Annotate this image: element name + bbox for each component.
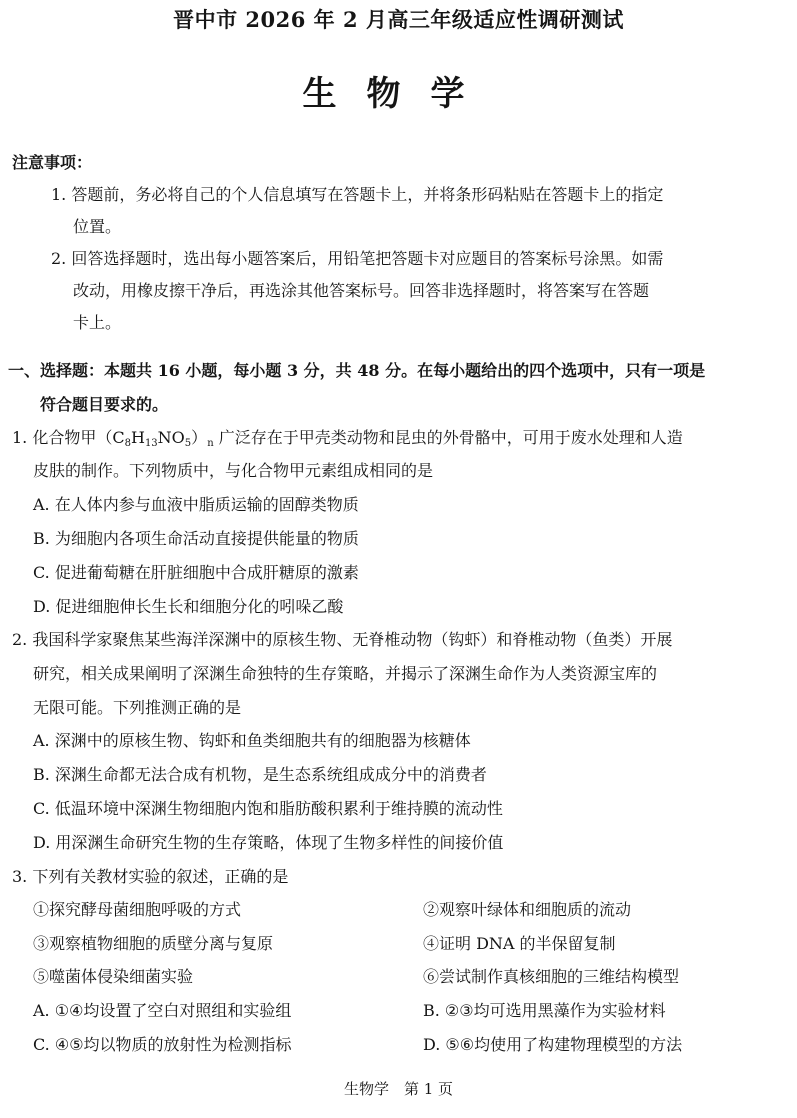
question-2-stem-line-2: 研究，相关成果阐明了深渊生命独特的生存策略，并揭示了深渊生命作为人类资源宝库的 — [33, 664, 658, 683]
question-1-option-c: C. 促进葡萄糖在肝脏细胞中合成肝糖原的激素 — [33, 563, 359, 582]
question-1-option-b: B. 为细胞内各项生命活动直接提供能量的物质 — [33, 529, 359, 548]
exam-title: 晋中市 2026 年 2 月高三年级适应性调研测试 — [173, 7, 624, 32]
question-3-item-1: ①探究酵母菌细胞呼吸的方式 — [33, 900, 242, 919]
question-3-stem: 3. 下列有关教材实验的叙述，正确的是 — [12, 867, 289, 886]
question-1-option-d: D. 促进细胞伸长生长和细胞分化的吲哚乙酸 — [33, 597, 344, 616]
question-2-option-a: A. 深渊中的原核生物、钩虾和鱼类细胞共有的细胞器为核糖体 — [33, 731, 471, 750]
question-2-option-d: D. 用深渊生命研究生物的生存策略，体现了生物多样性的间接价值 — [33, 833, 504, 852]
notes-heading: 注意事项： — [12, 153, 93, 172]
note-2-line-2: 改动，用橡皮擦干净后，再选涂其他答案标号。回答非选择题时，将答案写在答题 — [73, 281, 650, 300]
question-1-stem-line-1: 1. 化合物甲$(C_8H_{13}NO_5)_n$ 广泛存在于甲壳类动物和昆虫的外骨骼中，可用于废水处理和人造 — [12, 428, 683, 449]
subject-title: 生物学 — [302, 74, 495, 114]
note-2-line-1: 2. 回答选择题时，选出每小题答案后，用铅笔把答题卡对应题目的答案标号涂黑。如需 — [51, 249, 664, 268]
question-1-option-a: A. 在人体内参与血液中脂质运输的固醇类物质 — [33, 495, 359, 514]
page-footer: 生物学 第 1 页 — [343, 1080, 454, 1098]
question-3-option-a: A. ①④均设置了空白对照组和实验组 — [33, 1001, 292, 1020]
section-heading-line-2: 符合题目要求的。 — [40, 395, 169, 414]
question-2-option-c: C. 低温环境中深渊生物细胞内饱和脂肪酸积累利于维持膜的流动性 — [33, 799, 503, 818]
question-2-option-b: B. 深渊生命都无法合成有机物，是生态系统组成成分中的消费者 — [33, 765, 487, 784]
question-3-item-5: ⑤噬菌体侵染细菌实验 — [33, 967, 194, 986]
question-1-stem-line-2: 皮肤的制作。下列物质中，与化合物甲元素组成相同的是 — [33, 461, 434, 480]
question-3-item-2: ②观察叶绿体和细胞质的流动 — [423, 900, 632, 919]
question-3-option-b: B. ②③均可选用黑藻作为实验材料 — [423, 1001, 666, 1020]
question-3-item-3: ③观察植物细胞的质壁分离与复原 — [33, 934, 274, 953]
question-2-stem-line-1: 2. 我国科学家聚焦某些海洋深渊中的原核生物、无脊椎动物（钩虾）和脊椎动物（鱼类）开展 — [12, 630, 673, 649]
question-3-option-c: C. ④⑤均以物质的放射性为检测指标 — [33, 1035, 292, 1054]
note-1-line-1: 1. 答题前，务必将自己的个人信息填写在答题卡上，并将条形码粘贴在答题卡上的指定 — [51, 185, 664, 204]
note-1-line-2: 位置。 — [73, 217, 122, 236]
question-3-item-4: ④证明 DNA 的半保留复制 — [423, 934, 616, 953]
note-2-line-3: 卡上。 — [73, 313, 122, 332]
question-3-option-d: D. ⑤⑥均使用了构建物理模型的方法 — [423, 1035, 683, 1054]
question-3-item-6: ⑥尝试制作真核细胞的三维结构模型 — [423, 967, 680, 986]
section-heading-line-1: 一、选择题：本题共 16 小题，每小题 3 分，共 48 分。在每小题给出的四个选项中，只有一项是 — [8, 361, 706, 380]
question-2-stem-line-3: 无限可能。下列推测正确的是 — [33, 698, 242, 717]
